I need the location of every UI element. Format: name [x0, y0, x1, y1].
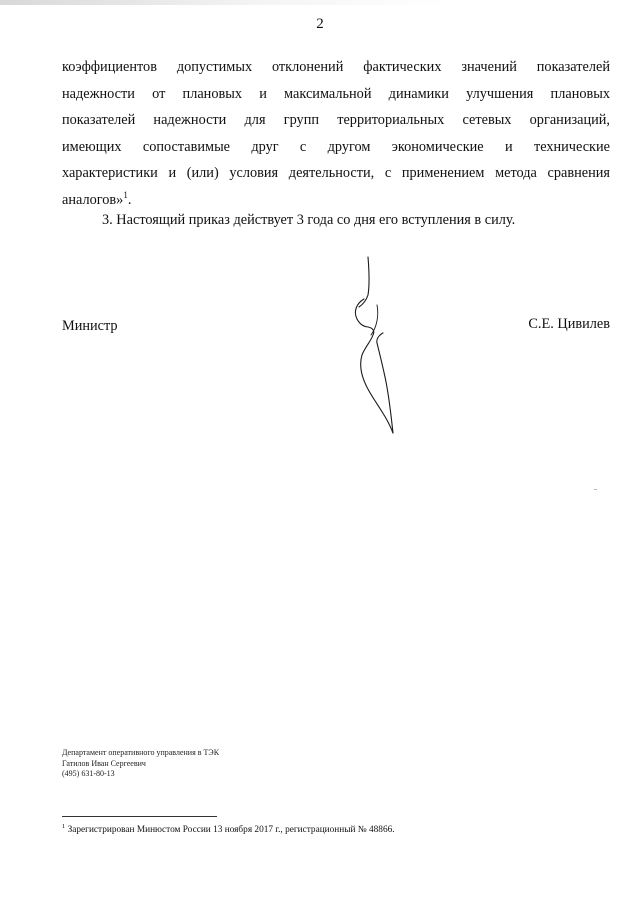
body-line: характеристики и (или) условия деятельности, с применением метода сравнения: [62, 165, 610, 182]
body-line-last-text: аналогов»: [62, 191, 124, 208]
footnote-marker: 1: [62, 822, 66, 830]
body-line: имеющих сопоставимые друг с другом экономические и технические: [62, 138, 610, 155]
executor-phone: (495) 631-80-13: [62, 769, 115, 778]
signatory-name: С.Е. Цивилев: [528, 316, 610, 332]
footnote: [62, 824, 395, 836]
executor-name: Гатилов Иван Сергеевич: [62, 758, 146, 768]
item-3-text: 3. Настоящий приказ действует 3 года со дня его вступления в силу.: [102, 212, 516, 228]
scan-edge-shadow: [0, 0, 640, 5]
handwritten-signature: [335, 255, 415, 440]
body-line: надежности от плановых и максимальной динамики улучшения плановых: [62, 85, 610, 102]
signatory-title: Министр: [62, 318, 118, 334]
body-line: коэффициентов допустимых отклонений фактических значений показателей: [62, 59, 610, 75]
body-line-last-period: .: [127, 191, 132, 208]
page-number: 2: [316, 16, 324, 32]
executor-block: [62, 748, 219, 780]
footnote-separator: [62, 816, 217, 817]
footnote-reference: 1: [123, 190, 128, 201]
body-paragraph: [62, 54, 610, 214]
executor-department: Департамент оперативного управления в ТЭК: [62, 748, 220, 757]
footnote-text: Зарегистрирован Минюстом России 13 ноября 2017 г., регистрационный № 48866.: [65, 825, 395, 835]
body-line: показателей надежности для групп территориальных сетевых организаций,: [62, 112, 610, 129]
scan-speck: [594, 489, 597, 490]
